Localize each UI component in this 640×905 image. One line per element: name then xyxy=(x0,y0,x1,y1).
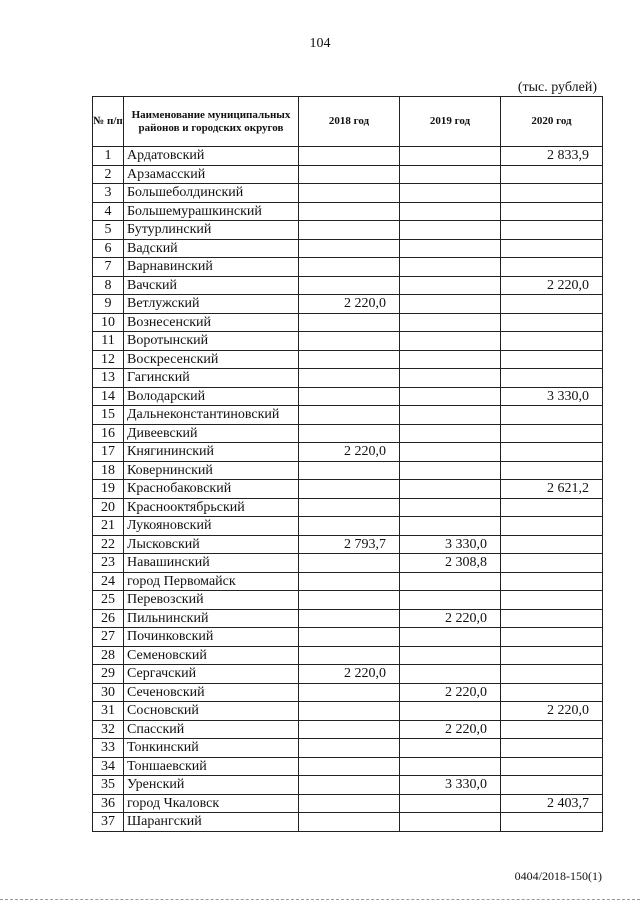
table-row xyxy=(93,406,603,425)
value-2018 xyxy=(299,387,400,406)
value-2019 xyxy=(400,276,501,295)
row-number: 15 xyxy=(93,406,124,425)
row-number: 16 xyxy=(93,424,124,443)
table-row xyxy=(93,147,603,166)
row-number: 31 xyxy=(93,702,124,721)
header-name: Наименование муниципальных районов и городских округов xyxy=(124,97,299,147)
value-2020 xyxy=(501,239,603,258)
value-2019: 3 330,0 xyxy=(400,535,501,554)
value-2018 xyxy=(299,628,400,647)
row-number: 24 xyxy=(93,572,124,591)
table-row xyxy=(93,665,603,684)
district-name: Шарангский xyxy=(124,813,299,832)
row-number: 30 xyxy=(93,683,124,702)
table-row xyxy=(93,276,603,295)
row-number: 22 xyxy=(93,535,124,554)
table-row xyxy=(93,591,603,610)
table-row xyxy=(93,757,603,776)
district-name: Воротынский xyxy=(124,332,299,351)
district-name: Арзамасский xyxy=(124,165,299,184)
value-2019 xyxy=(400,350,501,369)
value-2019 xyxy=(400,239,501,258)
table-row xyxy=(93,350,603,369)
district-name: Краснооктябрьский xyxy=(124,498,299,517)
table-row xyxy=(93,813,603,832)
value-2018 xyxy=(299,239,400,258)
table-row xyxy=(93,202,603,221)
value-2020 xyxy=(501,406,603,425)
district-name: Вадский xyxy=(124,239,299,258)
table-row xyxy=(93,498,603,517)
value-2019 xyxy=(400,813,501,832)
value-2018 xyxy=(299,184,400,203)
value-2018 xyxy=(299,406,400,425)
value-2019 xyxy=(400,202,501,221)
district-name: Ардатовский xyxy=(124,147,299,166)
table-row xyxy=(93,332,603,351)
value-2018 xyxy=(299,332,400,351)
value-2018 xyxy=(299,350,400,369)
row-number: 7 xyxy=(93,258,124,277)
table-row xyxy=(93,239,603,258)
value-2018 xyxy=(299,591,400,610)
value-2019 xyxy=(400,498,501,517)
district-name: Воскресенский xyxy=(124,350,299,369)
district-name: Ветлужский xyxy=(124,295,299,314)
table-row xyxy=(93,424,603,443)
district-name: Вознесенский xyxy=(124,313,299,332)
district-name: Гагинский xyxy=(124,369,299,388)
value-2018 xyxy=(299,813,400,832)
value-2018 xyxy=(299,202,400,221)
value-2018 xyxy=(299,702,400,721)
table-row xyxy=(93,369,603,388)
value-2018 xyxy=(299,461,400,480)
row-number: 37 xyxy=(93,813,124,832)
value-2020 xyxy=(501,184,603,203)
value-2020 xyxy=(501,572,603,591)
table-row xyxy=(93,535,603,554)
value-2018 xyxy=(299,258,400,277)
district-name: Краснобаковский xyxy=(124,480,299,499)
value-2019: 3 330,0 xyxy=(400,776,501,795)
row-number: 26 xyxy=(93,609,124,628)
table-row xyxy=(93,609,603,628)
value-2020 xyxy=(501,295,603,314)
table-row xyxy=(93,646,603,665)
district-name: Вачский xyxy=(124,276,299,295)
value-2020 xyxy=(501,591,603,610)
value-2020 xyxy=(501,757,603,776)
value-2018 xyxy=(299,276,400,295)
district-name: Сеченовский xyxy=(124,683,299,702)
district-name: Сосновский xyxy=(124,702,299,721)
value-2019 xyxy=(400,646,501,665)
district-name: город Первомайск xyxy=(124,572,299,591)
value-2018 xyxy=(299,554,400,573)
value-2019 xyxy=(400,332,501,351)
row-number: 9 xyxy=(93,295,124,314)
district-name: Большемурашкинский xyxy=(124,202,299,221)
row-number: 13 xyxy=(93,369,124,388)
district-name: Сергачский xyxy=(124,665,299,684)
value-2019 xyxy=(400,221,501,240)
district-name: Починковский xyxy=(124,628,299,647)
district-name: Спасский xyxy=(124,720,299,739)
value-2019 xyxy=(400,591,501,610)
value-2018: 2 220,0 xyxy=(299,665,400,684)
value-2018 xyxy=(299,720,400,739)
value-2018 xyxy=(299,480,400,499)
value-2018: 2 220,0 xyxy=(299,295,400,314)
value-2019 xyxy=(400,184,501,203)
row-number: 21 xyxy=(93,517,124,536)
value-2020 xyxy=(501,258,603,277)
value-2018 xyxy=(299,646,400,665)
value-2019: 2 220,0 xyxy=(400,720,501,739)
table-header-row xyxy=(93,97,603,147)
value-2018 xyxy=(299,683,400,702)
value-2020 xyxy=(501,461,603,480)
value-2019 xyxy=(400,572,501,591)
value-2020 xyxy=(501,683,603,702)
district-name: Лукояновский xyxy=(124,517,299,536)
value-2018 xyxy=(299,165,400,184)
header-2019: 2019 год xyxy=(400,97,501,147)
district-name: Ковернинский xyxy=(124,461,299,480)
value-2019 xyxy=(400,443,501,462)
value-2018 xyxy=(299,757,400,776)
district-name: Семеновский xyxy=(124,646,299,665)
value-2020 xyxy=(501,332,603,351)
value-2020: 2 833,9 xyxy=(501,147,603,166)
value-2020 xyxy=(501,517,603,536)
value-2020 xyxy=(501,424,603,443)
row-number: 18 xyxy=(93,461,124,480)
table-row xyxy=(93,702,603,721)
row-number: 20 xyxy=(93,498,124,517)
row-number: 8 xyxy=(93,276,124,295)
value-2020: 2 220,0 xyxy=(501,702,603,721)
district-name: Княгининский xyxy=(124,443,299,462)
district-name: Варнавинский xyxy=(124,258,299,277)
value-2020 xyxy=(501,776,603,795)
value-2018 xyxy=(299,147,400,166)
row-number: 2 xyxy=(93,165,124,184)
value-2019 xyxy=(400,424,501,443)
value-2020 xyxy=(501,609,603,628)
row-number: 12 xyxy=(93,350,124,369)
value-2018 xyxy=(299,776,400,795)
value-2020: 2 220,0 xyxy=(501,276,603,295)
table-row xyxy=(93,776,603,795)
row-number: 36 xyxy=(93,794,124,813)
value-2020: 2 403,7 xyxy=(501,794,603,813)
table-row xyxy=(93,517,603,536)
district-name: Уренский xyxy=(124,776,299,795)
row-number: 10 xyxy=(93,313,124,332)
value-2018 xyxy=(299,498,400,517)
value-2020 xyxy=(501,498,603,517)
value-2019: 2 220,0 xyxy=(400,683,501,702)
value-2018 xyxy=(299,313,400,332)
row-number: 4 xyxy=(93,202,124,221)
value-2019 xyxy=(400,406,501,425)
value-2020 xyxy=(501,554,603,573)
table-row xyxy=(93,165,603,184)
district-name: Перевозский xyxy=(124,591,299,610)
value-2018: 2 220,0 xyxy=(299,443,400,462)
value-2020 xyxy=(501,665,603,684)
row-number: 19 xyxy=(93,480,124,499)
value-2020 xyxy=(501,313,603,332)
district-name: Пильнинский xyxy=(124,609,299,628)
row-number: 27 xyxy=(93,628,124,647)
row-number: 29 xyxy=(93,665,124,684)
table-row xyxy=(93,461,603,480)
value-2020: 3 330,0 xyxy=(501,387,603,406)
table-row xyxy=(93,387,603,406)
district-name: Володарский xyxy=(124,387,299,406)
value-2020 xyxy=(501,202,603,221)
value-2019 xyxy=(400,739,501,758)
value-2020 xyxy=(501,535,603,554)
value-2020: 2 621,2 xyxy=(501,480,603,499)
value-2020 xyxy=(501,720,603,739)
table-row xyxy=(93,295,603,314)
row-number: 5 xyxy=(93,221,124,240)
value-2018 xyxy=(299,517,400,536)
page-number: 104 xyxy=(309,36,331,51)
table-row xyxy=(93,572,603,591)
table-row xyxy=(93,628,603,647)
district-name: Тонкинский xyxy=(124,739,299,758)
row-number: 25 xyxy=(93,591,124,610)
row-number: 11 xyxy=(93,332,124,351)
row-number: 14 xyxy=(93,387,124,406)
value-2020 xyxy=(501,165,603,184)
value-2018 xyxy=(299,572,400,591)
value-2019 xyxy=(400,702,501,721)
district-name: Бутурлинский xyxy=(124,221,299,240)
value-2020 xyxy=(501,739,603,758)
value-2019 xyxy=(400,517,501,536)
table-row xyxy=(93,794,603,813)
value-2020 xyxy=(501,628,603,647)
table-row xyxy=(93,739,603,758)
row-number: 34 xyxy=(93,757,124,776)
value-2019 xyxy=(400,480,501,499)
row-number: 23 xyxy=(93,554,124,573)
value-2019 xyxy=(400,461,501,480)
value-2019 xyxy=(400,258,501,277)
value-2018 xyxy=(299,794,400,813)
table-row xyxy=(93,313,603,332)
table-row xyxy=(93,720,603,739)
value-2019 xyxy=(400,295,501,314)
header-2020: 2020 год xyxy=(501,97,603,147)
row-number: 6 xyxy=(93,239,124,258)
row-number: 33 xyxy=(93,739,124,758)
value-2019 xyxy=(400,147,501,166)
table-row xyxy=(93,258,603,277)
bottom-divider xyxy=(0,899,640,900)
value-2018 xyxy=(299,221,400,240)
value-2020 xyxy=(501,443,603,462)
value-2020 xyxy=(501,369,603,388)
value-2019 xyxy=(400,665,501,684)
row-number: 32 xyxy=(93,720,124,739)
value-2019 xyxy=(400,628,501,647)
value-2019 xyxy=(400,313,501,332)
value-2018 xyxy=(299,739,400,758)
table-row xyxy=(93,554,603,573)
district-name: Большеболдинский xyxy=(124,184,299,203)
row-number: 1 xyxy=(93,147,124,166)
table-row xyxy=(93,683,603,702)
table-row xyxy=(93,480,603,499)
value-2019 xyxy=(400,369,501,388)
row-number: 3 xyxy=(93,184,124,203)
header-2018: 2018 год xyxy=(299,97,400,147)
row-number: 28 xyxy=(93,646,124,665)
funding-table xyxy=(92,96,603,832)
district-name: Навашинский xyxy=(124,554,299,573)
value-2020 xyxy=(501,646,603,665)
value-2019 xyxy=(400,757,501,776)
value-2020 xyxy=(501,813,603,832)
units-label: (тыс. рублей) xyxy=(517,80,597,95)
value-2019 xyxy=(400,387,501,406)
value-2019 xyxy=(400,794,501,813)
value-2018: 2 793,7 xyxy=(299,535,400,554)
header-num: № п/п xyxy=(93,97,124,147)
value-2020 xyxy=(501,350,603,369)
value-2018 xyxy=(299,369,400,388)
district-name: Дивеевский xyxy=(124,424,299,443)
table-row xyxy=(93,184,603,203)
value-2019: 2 220,0 xyxy=(400,609,501,628)
row-number: 17 xyxy=(93,443,124,462)
district-name: Тоншаевский xyxy=(124,757,299,776)
value-2020 xyxy=(501,221,603,240)
district-name: город Чкаловск xyxy=(124,794,299,813)
document-code: 0404/2018-150(1) xyxy=(514,869,602,883)
table-body xyxy=(93,147,603,832)
table-row xyxy=(93,443,603,462)
value-2019 xyxy=(400,165,501,184)
district-name: Дальнеконстантиновский xyxy=(124,406,299,425)
district-name: Лысковский xyxy=(124,535,299,554)
value-2019: 2 308,8 xyxy=(400,554,501,573)
table-row xyxy=(93,221,603,240)
value-2018 xyxy=(299,424,400,443)
row-number: 35 xyxy=(93,776,124,795)
value-2018 xyxy=(299,609,400,628)
